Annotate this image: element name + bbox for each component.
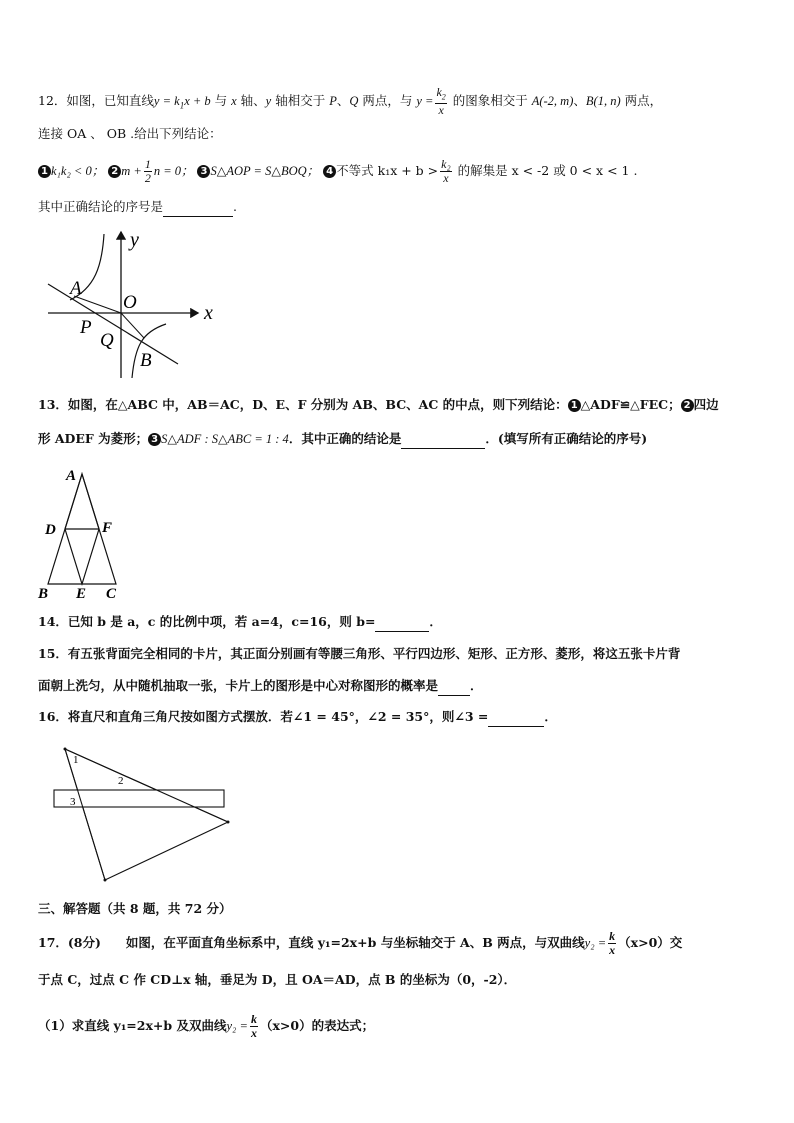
circled-1-icon: 1 xyxy=(38,165,51,178)
circled-2-icon: 2 xyxy=(108,165,121,178)
q12-line1: 12．如图，已知直线$y = k_1x + b$ 与 x 轴、y 轴相交于 P、Q 两点，与 y = $\frac{k_2}{x}$ 的图象相交于 A(-2, m)、B(1, n) 两点， xyxy=(38,85,663,118)
circled-3-icon: 3 xyxy=(148,433,161,446)
q13-line2: 形 ADEF 为菱形； 3 S△ADF : S△ABC = 1 : 4．其中正确的结论是 ．(填写所有正确结论的序号) xyxy=(38,430,647,449)
answer-blank xyxy=(401,430,485,449)
q12-line3: 1 k₁k₂ < 0； 2 m + $\frac{1}{2}$ n = 0； 3 S△AOP = S△BOQ； 4 不等式 k₁x + b > $\frac{\text{k₂}}{x}$ 的解集是 x < -2 或 0 < x < 1 . xyxy=(38,158,637,185)
q17-line1: 17．(8分) 如图，在平面直角坐标系中，直线 y₁=2x+b 与坐标轴交于 A、B 两点，与双曲线y₂ = $\frac{k}{x}$ （x>0）交 xyxy=(38,929,683,957)
circled-3-icon: 3 xyxy=(197,165,210,178)
label-y: y xyxy=(130,229,139,251)
straight-ruler xyxy=(54,790,224,807)
label-P: P xyxy=(80,317,92,338)
answer-blank xyxy=(438,677,470,696)
label-B: B xyxy=(140,350,152,371)
svg-text:C: C xyxy=(106,586,117,602)
q12-line2: 连接 OA 、 OB .给出下列结论： xyxy=(38,126,222,141)
svg-text:A: A xyxy=(66,468,77,484)
q15-line2: 面朝上洗匀，从中随机抽取一张，卡片上的图形是中心对称图形的概率是 ． xyxy=(38,677,483,696)
q16-figure xyxy=(50,740,240,886)
label-A: A xyxy=(70,278,82,299)
q12-fraction: $\frac{k_2}{x}$ xyxy=(436,85,446,118)
answer-blank xyxy=(375,613,429,632)
answer-blank xyxy=(488,708,544,727)
label-Q: Q xyxy=(100,330,114,351)
label-O: O xyxy=(123,292,137,313)
section-title: 三、解答题（共 8 题，共 72 分） xyxy=(38,901,232,916)
q13-line1: 13．如图，在△ABC 中，AB＝AC，D、E、F 分别为 AB、BC、AC 的中点，则下列结论： 1 △ADF≌△FEC； 2 四边 xyxy=(38,397,719,412)
triangle-ruler xyxy=(65,749,228,880)
svg-text:F: F xyxy=(102,520,113,536)
q15-line1: 15．有五张背面完全相同的卡片，其正面分别画有等腰三角形、平行四边形、矩形、正方形、菱形，将这五张卡片背 xyxy=(38,646,681,661)
angle-1-label: 1 xyxy=(73,754,79,766)
circled-2-icon: 2 xyxy=(681,399,694,412)
q17-part1: （1）求直线 y₁=2x+b 及双曲线y₂ = $\frac{k}{x}$ （x>0）的表达式； xyxy=(38,1012,375,1040)
angle-3-label: 3 xyxy=(70,796,76,808)
q16: 16．将直尺和直角三角尺按如图方式摆放．若∠1 = 45°，∠2 = 35°，则∠3 = ． xyxy=(38,708,557,727)
svg-text:E: E xyxy=(76,586,87,602)
q13-figure xyxy=(36,464,136,602)
angle-2-label: 2 xyxy=(118,775,124,787)
answer-blank xyxy=(163,198,233,217)
q14: 14．已知 b 是 a，c 的比例中项，若 a=4，c=16，则 b= ． xyxy=(38,613,442,632)
svg-text:D: D xyxy=(45,522,56,538)
segment-OB xyxy=(121,313,144,338)
q17-line2: 于点 C，过点 C 作 CD⊥x 轴，垂足为 D，且 OA＝AD，点 B 的坐标为（0，-2）． xyxy=(38,972,517,987)
circled-1-icon: 1 xyxy=(568,399,581,412)
q12-line4: 其中正确结论的序号是 . xyxy=(38,198,237,217)
label-x: x xyxy=(204,302,213,324)
q12-figure xyxy=(40,226,230,386)
svg-text:B: B xyxy=(38,586,49,602)
circled-4-icon: 4 xyxy=(323,165,336,178)
line-y-k1x-b xyxy=(48,284,178,364)
